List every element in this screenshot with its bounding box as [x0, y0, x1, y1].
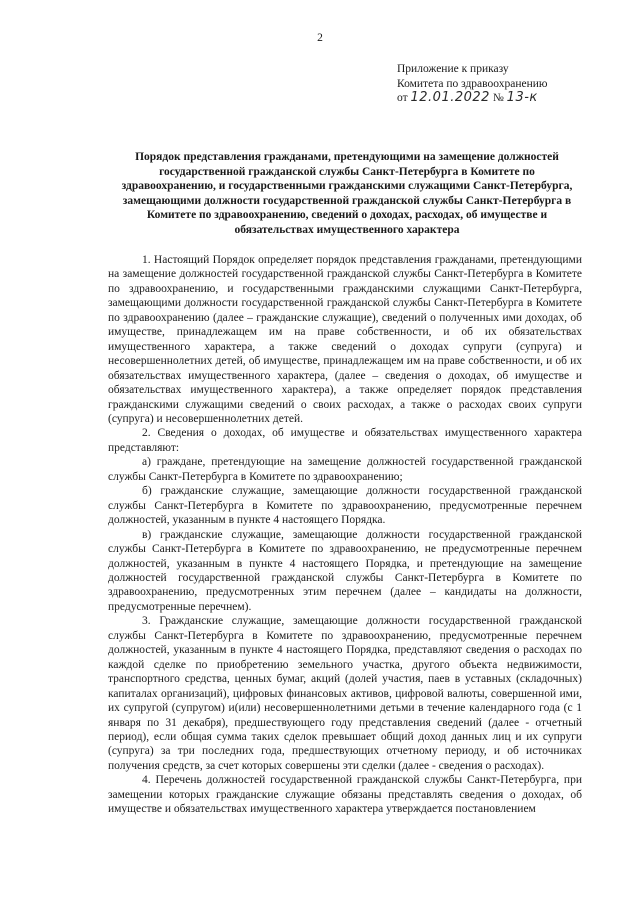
- appendix-header: [397, 62, 547, 106]
- appendix-date: 12.01.2022: [410, 90, 490, 105]
- paragraph-4: 4. Перечень должностей государственной гражданской службы Санкт-Петербурга, при замещении которых гражданские служащие обязаны представлять сведения о доходах, об имуществе и обязательствах имущественного характера утверждается постановлением: [108, 774, 582, 816]
- appendix-number-sign: №: [492, 92, 504, 104]
- page-number: 2: [317, 32, 323, 44]
- paragraph-2: 2. Сведения о доходах, об имуществе и обязательствах имущественного характера представляют:: [108, 427, 582, 454]
- paragraph-3: 3. Гражданские служащие, замещающие должности государственной гражданской службы Санкт-Петербурга в Комитете по здравоохранению, предусмотренные перечнем должностей, указанным в пункте 4 настоящего Порядка, представляют сведения о расходах по каждой сделке по приобретению земельного участка, другого объекта недвижимости, транспортного средства, ценных бумаг, акций (долей участия, паев в уставных (складочных) капиталах организаций), цифровых финансовых активов, цифровой валюты, совершенной ими, их супругой (супругом) и(или) несовершеннолетними детьми в течение календарного года (с 1 января по 31 декабря), предшествующего году представления сведений (далее - отчетный период), если общая сумма таких сделок превышает общий доход данных лиц и их супруги (супруга) за три последних года, предшествующих отчетному периоду, и об источниках получения средств, за счет которых совершены эти сделки (далее - сведения о расходах).: [108, 615, 582, 772]
- document-body: [108, 253, 582, 817]
- appendix-date-prefix: от: [397, 92, 408, 104]
- paragraph-2b: б) гражданские служащие, замещающие должности государственной гражданской службы Санкт-Петербурга в Комитете по здравоохранению, предусмотренные перечнем должностей, указанным в пункте 4 настоящего Порядка.: [108, 485, 582, 527]
- appendix-line-1: Приложение к приказу: [397, 63, 509, 75]
- appendix-order-number: 13-к: [506, 90, 538, 105]
- document-title: Порядок представления гражданами, претендующими на замещение должностей государственной гражданской службы Санкт-Петербурга в Комитете по здравоохранению, и государственными гражданскими служащими Санкт-Петербурга, замещающими должности государственной гражданской службы Санкт-Петербурга в Комитете по здравоохранению, сведений о доходах, расходах, об имуществе и обязательствах имущественного характера: [121, 151, 573, 236]
- appendix-line-3: [397, 91, 547, 106]
- paragraph-2a: а) граждане, претендующие на замещение должностей государственной гражданской службы Санкт-Петербурга в Комитете по здравоохранению;: [108, 456, 582, 483]
- paragraph-2c: в) гражданские служащие, замещающие должности государственной гражданской службы Санкт-Петербурга в Комитете по здравоохранению, не предусмотренные перечнем должностей, указанным в пункте 4 настоящего Порядка, и претендующие на замещение должностей государственной гражданской службы Санкт-Петербурга в Комитете по здравоохранению, предусмотренных этим перечнем (далее – кандидаты на должности, предусмотренные перечнем).: [108, 528, 582, 613]
- paragraph-1: 1. Настоящий Порядок определяет порядок представления гражданами, претендующими на замещение должностей государственной гражданской службы Санкт-Петербурга в Комитете по здравоохранению, и государственными гражданскими служащими Санкт-Петербурга, замещающими должности государственной гражданской службы Санкт-Петербурга в Комитете по здравоохранению (далее – гражданские служащие), сведений о полученных ими доходах, об имуществе, принадлежащем им на праве собственности, и об их обязательствах имущественного характера, а также сведений о доходах супруги (супруга) и несовершеннолетних детей, об имуществе, принадлежащем им на праве собственности, и об их обязательствах имущественного характера, (далее – сведения о доходах, об имуществе и обязательствах имущественного характера), а также определяет порядок представления гражданскими служащими сведений о своих расходах, а также о расходах своих супруги (супруга) и несовершеннолетних детей.: [108, 254, 582, 425]
- appendix-line-2: Комитета по здравоохранению: [397, 77, 548, 90]
